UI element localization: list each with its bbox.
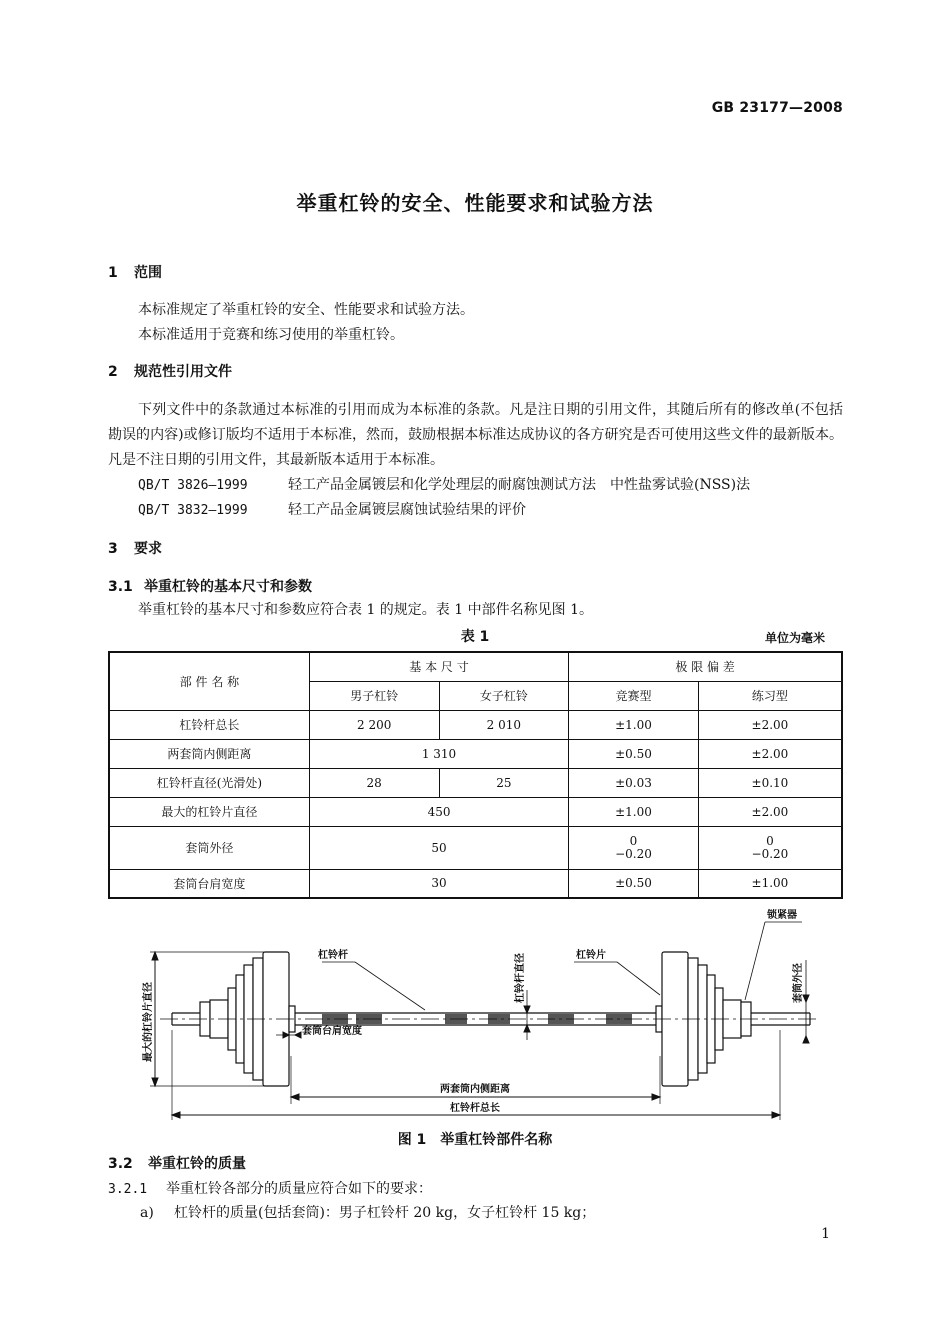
- header-female: 女子杠铃: [439, 681, 569, 710]
- section-title: 规范性引用文件: [134, 364, 232, 380]
- header-basic-size: 基 本 尺 寸: [309, 652, 568, 681]
- section-3-1-heading: [108, 576, 312, 596]
- label-lock: 锁紧器: [767, 910, 797, 921]
- clause-number: 3.2.1: [108, 1182, 148, 1197]
- cell-part-name: 最大的杠铃片直径: [109, 797, 309, 826]
- cell-female: 2 010: [439, 710, 569, 739]
- reference-item: [138, 474, 750, 494]
- dimensions-table: [108, 651, 843, 899]
- label-bar: 杠铃杆: [318, 950, 348, 961]
- document-title: 举重杠铃的安全、性能要求和试验方法: [296, 191, 654, 215]
- cell-part-name: 两套筒内侧距离: [109, 739, 309, 768]
- cell-competition: ±0.50: [569, 739, 699, 768]
- cell-basic-size: 450: [309, 797, 568, 826]
- label-bar-diameter: 杠铃杆直径: [515, 953, 526, 1003]
- reference-title: 轻工产品金属镀层和化学处理层的耐腐蚀测试方法 中性盐雾试验(NSS)法: [288, 477, 751, 493]
- header-tolerance: 极 限 偏 差: [569, 652, 842, 681]
- tolerance-upper: 0: [629, 833, 638, 848]
- label-sleeve-od: 套筒外径: [793, 963, 804, 1003]
- label-shoulder: 套筒台肩宽度: [302, 1026, 362, 1037]
- cell-part-name: 杠铃杆总长: [109, 710, 309, 739]
- label-total-length: 杠铃杆总长: [450, 1103, 500, 1114]
- tolerance-lower: −0.20: [751, 846, 789, 861]
- section-3-heading: [108, 538, 162, 558]
- cell-training: ±2.00: [698, 739, 842, 768]
- reference-code: QB/T 3832—1999: [138, 503, 248, 518]
- header-male: 男子杠铃: [309, 681, 439, 710]
- header-training: 练习型: [698, 681, 842, 710]
- cell-part-name: 套筒外径: [109, 826, 309, 869]
- list-item-text: 杠铃杆的质量(包括套筒)：男子杠铃杆 20 kg，女子杠铃杆 15 kg；: [174, 1205, 596, 1221]
- section-number: 2: [108, 364, 118, 380]
- label-plate: 杠铃片: [576, 950, 606, 961]
- reference-code: QB/T 3826—1999: [138, 478, 248, 493]
- list-item: [140, 1202, 595, 1222]
- table-row: [109, 710, 842, 739]
- tolerance-upper: 0: [766, 833, 774, 848]
- section-number: 3.2: [108, 1156, 133, 1172]
- cell-training: ±1.00: [698, 869, 842, 898]
- cell-basic-size: 30: [309, 869, 568, 898]
- cell-training: ±2.00: [698, 797, 842, 826]
- reference-title: 轻工产品金属镀层腐蚀试验结果的评价: [288, 502, 526, 518]
- cell-part-name: 套筒台肩宽度: [109, 869, 309, 898]
- cell-part-name: 杠铃杆直径(光滑处): [109, 768, 309, 797]
- section-number: 3.1: [108, 579, 133, 595]
- paragraph: 举重杠铃的基本尺寸和参数应符合表 1 的规定。表 1 中部件名称见图 1。: [138, 602, 593, 618]
- section-number: 1: [108, 265, 118, 281]
- label-max-plate-diameter: 最大的杠铃片直径: [143, 982, 154, 1062]
- table-unit-note: 单位为毫米: [764, 631, 825, 645]
- section-title: 举重杠铃的基本尺寸和参数: [144, 579, 312, 595]
- paragraph: 本标准规定了举重杠铃的安全、性能要求和试验方法。: [138, 302, 474, 318]
- table-row: [109, 768, 842, 797]
- cell-male: 28: [309, 768, 439, 797]
- clause-3-2-1: [108, 1178, 432, 1198]
- normative-references-paragraph: 下列文件中的条款通过本标准的引用而成为本标准的条款。凡是注日期的引用文件，其随后所有的修改单(不包括勘误的内容)或修订版均不适用于本标准，然而，鼓励根据本标准达成协议的各方研究是否可使用这些文件的最新版本。凡是不注日期的引用文件，其最新版本适用于本标准。: [108, 402, 843, 468]
- cell-competition: ±0.03: [569, 768, 699, 797]
- cell-female: 25: [439, 768, 569, 797]
- cell-competition: ±0.50: [569, 869, 699, 898]
- section-2-heading: [108, 361, 232, 381]
- header-part-name: 部 件 名 称: [109, 652, 309, 710]
- table-row: [109, 826, 842, 869]
- cell-basic-size: 1 310: [309, 739, 568, 768]
- section-title: 范围: [134, 265, 162, 281]
- barbell-diagram: [130, 905, 830, 1125]
- cell-competition: ±1.00: [569, 710, 699, 739]
- page-number: 1: [821, 1226, 830, 1242]
- table-row: [109, 797, 842, 826]
- section-title: 要求: [134, 541, 162, 557]
- section-number: 3: [108, 541, 118, 557]
- table-row: [109, 739, 842, 768]
- figure-caption: 图 1 举重杠铃部件名称: [397, 1132, 553, 1148]
- section-3-2-heading: [108, 1153, 246, 1173]
- reference-item: [138, 499, 526, 519]
- label-inner-distance: 两套筒内侧距离: [440, 1084, 510, 1095]
- clause-text: 举重杠铃各部分的质量应符合如下的要求：: [166, 1181, 432, 1197]
- section-1-heading: [108, 262, 162, 282]
- cell-training: ±0.10: [698, 768, 842, 797]
- table-caption: 表 1: [460, 629, 490, 645]
- cell-basic-size: 50: [309, 826, 568, 869]
- cell-male: 2 200: [309, 710, 439, 739]
- cell-competition: ±1.00: [569, 797, 699, 826]
- paragraph: 本标准适用于竞赛和练习使用的举重杠铃。: [138, 327, 404, 343]
- list-item-label: a): [140, 1205, 154, 1221]
- tolerance-lower: −0.20: [615, 846, 652, 861]
- header-competition: 竞赛型: [569, 681, 699, 710]
- standard-number: GB 23177—2008: [711, 100, 843, 116]
- cell-training: ±2.00: [698, 710, 842, 739]
- cell-competition: [569, 826, 699, 869]
- section-title: 举重杠铃的质量: [148, 1156, 246, 1172]
- table-row: [109, 869, 842, 898]
- cell-training: [698, 826, 842, 869]
